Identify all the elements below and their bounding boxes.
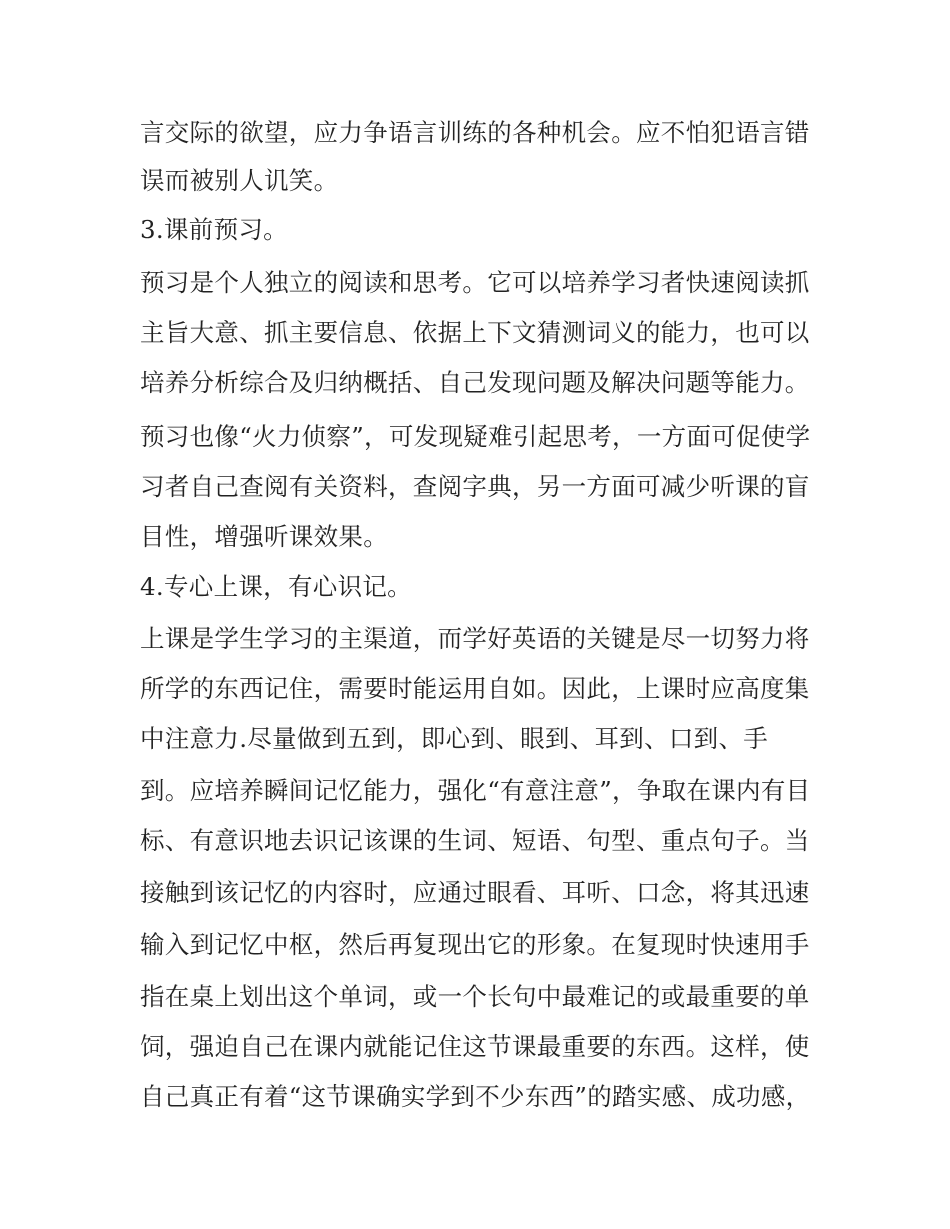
section-heading: 3.课前预习。: [140, 215, 288, 244]
text-line: 中注意力.尽量做到五到，即心到、眼到、耳到、口到、手: [140, 724, 769, 753]
text-line: 所学的东西记住，需要时能运用自如。因此，上课时应高度集: [140, 674, 810, 703]
text-line: 接触到该记忆的内容时，应通过眼看、耳听、口念，将其迅速: [140, 878, 810, 907]
text-line: 主旨大意、抓主要信息、依据上下文猜测词义的能力，也可以: [140, 318, 810, 347]
text-line: 上课是学生学习的主渠道，而学好英语的关键是尽一切努力将: [140, 624, 810, 653]
text-line: 预习是个人独立的阅读和思考。它可以培养学习者快速阅读抓: [140, 268, 810, 297]
text-line: 标、有意识地去识记该课的生词、短语、句型、重点句子。当: [140, 826, 810, 855]
text-line: 自己真正有着“这节课确实学到不少东西”的踏实感、成功感，: [140, 1082, 811, 1111]
text-line: 预习也像“火力侦察”，可发现疑难引起思考，一方面可促使学: [140, 422, 811, 451]
text-line: 到。应培养瞬间记忆能力，强化“有意注意”，争取在课内有目: [140, 776, 811, 805]
text-line: 培养分析综合及归纳概括、自己发现问题及解决问题等能力。: [140, 368, 810, 397]
section-heading: 4.专心上课，有心识记。: [140, 572, 412, 601]
text-line: 饲，强迫自己在课内就能记住这节课最重要的东西。这样，使: [140, 1032, 810, 1061]
text-line: 习者自己查阅有关资料，查阅字典，另一方面可减少听课的盲: [140, 472, 810, 501]
text-line: 输入到记忆中枢，然后再复现出它的形象。在复现时快速用手: [140, 930, 810, 959]
text-line: 言交际的欲望，应力争语言训练的各种机会。应不怕犯语言错: [140, 118, 810, 147]
text-line: 目性，增强听课效果。: [140, 522, 388, 551]
text-line: 指在桌上划出这个单词，或一个长句中最难记的或最重要的单: [140, 982, 810, 1011]
text-line: 误而被别人讥笑。: [140, 166, 339, 195]
